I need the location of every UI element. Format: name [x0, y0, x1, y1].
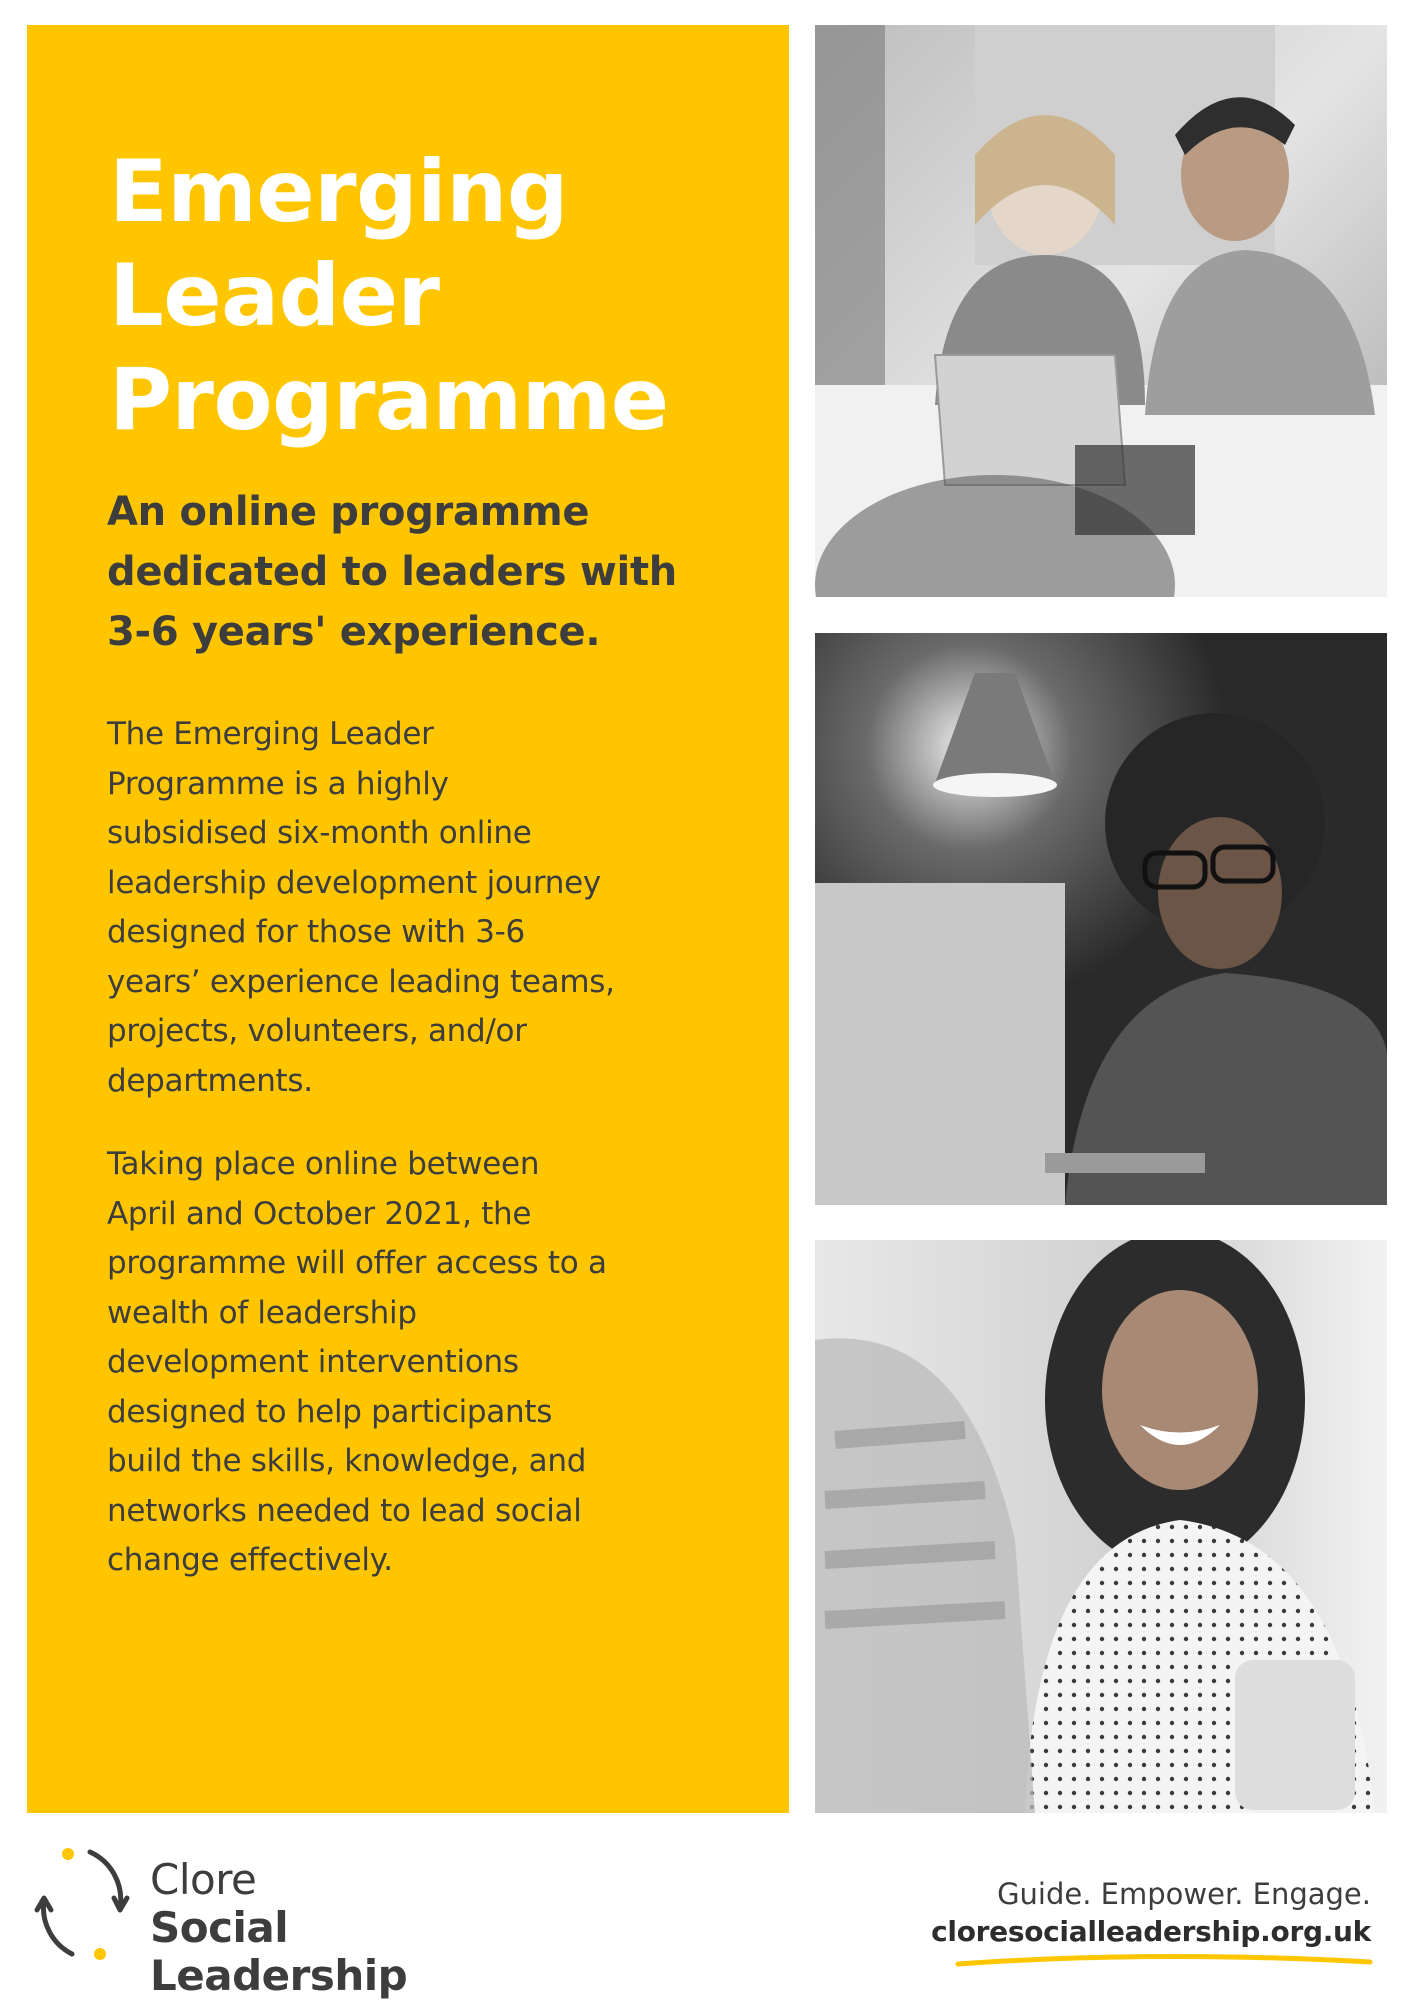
photo-smiling-woman-art — [815, 1240, 1387, 1813]
subtitle-line: An online programme — [107, 489, 590, 535]
logo-wordmark — [150, 1856, 407, 2000]
paragraph-line: The Emerging Leader — [107, 716, 434, 752]
subtitle-line: 3-6 years' experience. — [107, 609, 601, 655]
photo-colleagues-laptop-art — [815, 25, 1387, 597]
website-link[interactable]: cloresocialleadership.org.uk — [931, 1915, 1371, 1948]
brand-tagline: Guide. Empower. Engage. — [997, 1877, 1371, 1911]
paragraph-line: development interventions — [107, 1344, 519, 1380]
photo-man-glasses — [815, 633, 1387, 1205]
title-line: Emerging — [109, 142, 568, 242]
paragraph-line: projects, volunteers, and/or — [107, 1013, 527, 1049]
logo-word-clore: Clore — [150, 1855, 257, 1904]
website-underline-swoosh — [954, 1950, 1374, 1972]
logo-word-leadership: Leadership — [150, 1951, 408, 2000]
schedule-paragraph — [107, 1140, 727, 1586]
paragraph-line: departments. — [107, 1062, 313, 1099]
programme-title — [109, 140, 769, 452]
title-line: Leader — [109, 246, 440, 346]
paragraph-line: leadership development journey — [107, 864, 601, 901]
paragraph-line: wealth of leadership — [107, 1294, 417, 1331]
paragraph-line: programme will offer access to a — [107, 1245, 607, 1281]
paragraph-line: designed to help participants — [107, 1393, 553, 1430]
paragraph-line: subsidised six-month online — [107, 815, 532, 851]
paragraph-line: Taking place online between — [107, 1146, 540, 1182]
paragraph-line: Programme is a highly — [107, 765, 449, 802]
paragraph-line: networks needed to lead social — [107, 1492, 582, 1529]
photo-colleagues-laptop — [815, 25, 1387, 597]
programme-subtitle — [107, 482, 767, 662]
description-paragraph — [107, 710, 727, 1106]
logo-word-social: Social — [150, 1903, 289, 1952]
paragraph-line: build the skills, knowledge, and — [107, 1443, 587, 1479]
paragraph-line: April and October 2021, the — [107, 1195, 532, 1232]
subtitle-line: dedicated to leaders with — [107, 549, 677, 595]
paragraph-line: change effectively. — [107, 1542, 393, 1578]
photo-smiling-woman — [815, 1240, 1387, 1813]
title-line: Programme — [109, 350, 669, 450]
photo-man-glasses-art — [815, 633, 1387, 1205]
paragraph-line: designed for those with 3-6 — [107, 914, 525, 950]
clore-social-leadership-logo — [32, 1838, 452, 2000]
paragraph-line: years’ experience leading teams, — [107, 963, 615, 1000]
logo-line-top — [150, 1856, 407, 1952]
circular-arrows-icon — [32, 1838, 132, 1968]
